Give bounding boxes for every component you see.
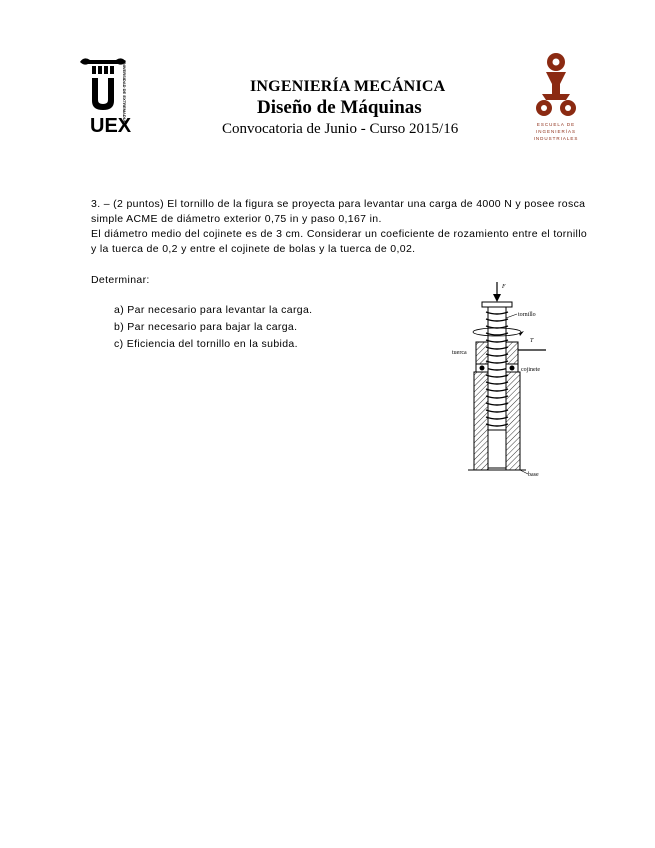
- question-c: c) Eficiencia del tornillo en la subida.: [114, 338, 298, 350]
- header-subject: Diseño de Máquinas: [257, 97, 422, 118]
- question-b: b) Par necesario para bajar la carga.: [114, 321, 298, 333]
- label-nut: tuerca: [452, 350, 467, 356]
- problem-line-3: El diámetro medio del cojinete es de 3 cm. Considerar un coeficiente de rozamiento entre el tornillo: [91, 228, 588, 240]
- power-screw-figure: [450, 280, 554, 480]
- label-torque: T: [530, 338, 534, 344]
- problem-line-1: 3. – (2 puntos) El tornillo de la figura se proyecta para levantar una carga de 4000 N y posee rosca: [91, 198, 586, 210]
- school-text-1: ESCUELA DE: [536, 122, 576, 127]
- header-session: Convocatoria de Junio - Curso 2015/16: [222, 121, 459, 137]
- label-base: base: [528, 472, 539, 478]
- question-a: a) Par necesario para levantar la carga.: [114, 304, 313, 316]
- label-force: F: [502, 284, 506, 290]
- label-screw: tornillo: [518, 312, 536, 318]
- determinar-label: Determinar:: [91, 274, 150, 286]
- label-bearing: cojinete: [521, 367, 540, 373]
- header-title: INGENIERÍA MECÁNICA: [250, 78, 446, 95]
- uex-vertical-text: UNIVERSIDAD DE EXTREMADURA: [122, 60, 127, 127]
- problem-line-2: simple ACME de diámetro exterior 0,75 in y paso 0,167 in.: [91, 213, 382, 225]
- school-text-3: INDUSTRIALES: [533, 136, 579, 141]
- problem-line-4: y la tuerca de 0,2 y entre el cojinete de bolas y la tuerca de 0,02.: [91, 243, 416, 255]
- school-logo: [528, 50, 584, 142]
- school-text-2: INGENIERÍAS: [535, 129, 577, 134]
- uex-logo: [78, 56, 136, 134]
- uex-text: UEX: [90, 115, 132, 134]
